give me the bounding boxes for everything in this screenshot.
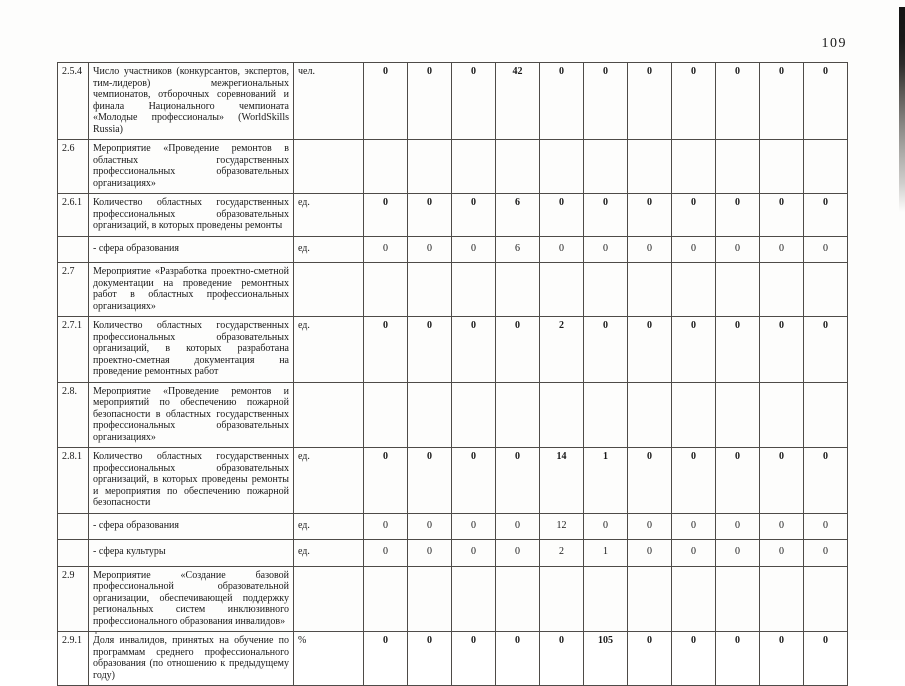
value-cell: 14 <box>540 448 584 514</box>
value-cell <box>672 140 716 194</box>
value-cell: 0 <box>364 513 408 540</box>
value-cell: 0 <box>408 540 452 567</box>
table-row <box>58 513 848 540</box>
unit-cell: ед. <box>294 194 364 237</box>
value-cell: 0 <box>408 632 452 686</box>
value-cell <box>672 382 716 448</box>
value-cell: 0 <box>364 317 408 383</box>
value-cell: 0 <box>452 513 496 540</box>
value-cell: 0 <box>672 236 716 263</box>
value-cell <box>672 263 716 317</box>
value-cell: 0 <box>628 632 672 686</box>
value-cell: 0 <box>760 632 804 686</box>
value-cell: 0 <box>804 63 848 140</box>
value-cell: 42 <box>496 63 540 140</box>
table-row <box>58 317 848 383</box>
value-cell: 0 <box>716 448 760 514</box>
value-cell: 0 <box>584 513 628 540</box>
value-cell <box>540 263 584 317</box>
unit-cell: ед. <box>294 236 364 263</box>
row-number-cell: 2.6.1 <box>58 194 89 237</box>
value-cell: 0 <box>452 63 496 140</box>
row-number-cell: 2.7 <box>58 263 89 317</box>
value-cell: 0 <box>408 236 452 263</box>
value-cell: 0 <box>364 448 408 514</box>
row-number-cell: 2.8.1 <box>58 448 89 514</box>
value-cell: 0 <box>364 63 408 140</box>
value-cell <box>496 566 540 632</box>
value-cell: 0 <box>408 448 452 514</box>
value-cell <box>496 263 540 317</box>
value-cell: 0 <box>716 194 760 237</box>
row-number-cell: 2.9.1 <box>58 632 89 686</box>
value-cell <box>628 382 672 448</box>
description-cell: Мероприятие «Проведение ремонтов и мероприятий по обеспечению пожарной безопасности в областных государственных профессиональных образовательных организациях» <box>89 382 294 448</box>
row-number-cell <box>58 236 89 263</box>
scan-artifact-bar <box>899 7 905 212</box>
value-cell: 0 <box>760 448 804 514</box>
row-number-cell: 2.5.4 <box>58 63 89 140</box>
table-row <box>58 140 848 194</box>
value-cell <box>408 566 452 632</box>
value-cell <box>540 140 584 194</box>
table-row <box>58 263 848 317</box>
value-cell: 0 <box>672 540 716 567</box>
value-cell <box>804 566 848 632</box>
value-cell: 0 <box>408 513 452 540</box>
value-cell <box>496 382 540 448</box>
value-cell: 0 <box>628 63 672 140</box>
value-cell: 0 <box>584 236 628 263</box>
value-cell <box>760 382 804 448</box>
description-cell: Число участников (конкурсантов, экспертов, тим-лидеров) межрегиональных чемпионатов, отборочных соревнований и финала Национального чемпионата «Молодые профессионалы» (WorldSkills Russia) <box>89 63 294 140</box>
table-row <box>58 382 848 448</box>
value-cell: 0 <box>760 540 804 567</box>
row-number-cell: 2.8. <box>58 382 89 448</box>
description-cell: Мероприятие «Проведение ремонтов в областных государственных профессиональных образовательных организациях» <box>89 140 294 194</box>
value-cell: 0 <box>804 448 848 514</box>
value-cell: 0 <box>408 194 452 237</box>
table-row <box>58 194 848 237</box>
value-cell: 0 <box>760 236 804 263</box>
value-cell: 0 <box>496 448 540 514</box>
value-cell <box>628 263 672 317</box>
value-cell <box>408 140 452 194</box>
unit-cell <box>294 382 364 448</box>
value-cell: 6 <box>496 194 540 237</box>
unit-cell: % <box>294 632 364 686</box>
value-cell <box>804 382 848 448</box>
value-cell <box>760 566 804 632</box>
value-cell: 0 <box>540 632 584 686</box>
value-cell <box>672 566 716 632</box>
value-cell: 0 <box>804 236 848 263</box>
value-cell: 0 <box>540 194 584 237</box>
row-number-cell <box>58 540 89 567</box>
description-cell: - сфера образования <box>89 513 294 540</box>
value-cell: 0 <box>760 63 804 140</box>
description-cell: Доля инвалидов, принятых на обучение по программам среднего профессионального образования (по отношению к предыдущему году) <box>89 632 294 686</box>
value-cell: 0 <box>496 317 540 383</box>
value-cell: 0 <box>672 317 716 383</box>
value-cell: 2 <box>540 317 584 383</box>
value-cell: 0 <box>760 317 804 383</box>
value-cell: 0 <box>628 194 672 237</box>
table-row <box>58 63 848 140</box>
value-cell: 0 <box>584 63 628 140</box>
table-row <box>58 632 848 686</box>
unit-cell: ед. <box>294 513 364 540</box>
table-row <box>58 236 848 263</box>
value-cell: 0 <box>716 632 760 686</box>
value-cell: 0 <box>628 513 672 540</box>
value-cell <box>804 263 848 317</box>
row-number-cell: 2.6 <box>58 140 89 194</box>
value-cell <box>496 140 540 194</box>
value-cell: 0 <box>584 194 628 237</box>
value-cell <box>364 382 408 448</box>
value-cell: 0 <box>452 236 496 263</box>
value-cell: 0 <box>452 194 496 237</box>
value-cell: 0 <box>364 540 408 567</box>
value-cell: 0 <box>496 513 540 540</box>
value-cell: 0 <box>408 63 452 140</box>
table-row <box>58 566 848 632</box>
description-cell: Количество областных государственных профессиональных образовательных организаций, в которых проведены ремонты и мероприятия по обеспечению пожарной безопасности <box>89 448 294 514</box>
value-cell <box>364 263 408 317</box>
description-cell: Мероприятие «Создание базовой профессиональной образовательной организации, обеспечивающей поддержку региональных систем инклюзивного профессионального образования инвалидов» <box>89 566 294 632</box>
value-cell <box>628 140 672 194</box>
description-cell: Количество областных государственных профессиональных образовательных организаций, в которых проведены ремонты <box>89 194 294 237</box>
value-cell: 0 <box>760 194 804 237</box>
description-cell: Мероприятие «Разработка проектно-сметной документации на проведение ремонтных работ в областных профессиональных организациях» <box>89 263 294 317</box>
value-cell: 0 <box>760 513 804 540</box>
value-cell: 0 <box>716 540 760 567</box>
value-cell <box>716 382 760 448</box>
value-cell: 0 <box>672 194 716 237</box>
value-cell: 0 <box>672 448 716 514</box>
row-number-cell: 2.7.1 <box>58 317 89 383</box>
value-cell: 0 <box>672 63 716 140</box>
value-cell: 0 <box>804 513 848 540</box>
page-number: 109 <box>821 36 847 51</box>
value-cell: 0 <box>452 448 496 514</box>
value-cell <box>408 263 452 317</box>
unit-cell <box>294 566 364 632</box>
value-cell <box>716 140 760 194</box>
value-cell: 0 <box>716 513 760 540</box>
value-cell: 0 <box>364 194 408 237</box>
value-cell: 1 <box>584 540 628 567</box>
value-cell <box>364 140 408 194</box>
value-cell: 0 <box>364 236 408 263</box>
description-cell: Количество областных государственных профессиональных образовательных организаций, в которых разработана проектно-сметная документация на проведение ремонтных работ <box>89 317 294 383</box>
indicators-table <box>57 62 848 686</box>
value-cell: 0 <box>452 540 496 567</box>
value-cell: 0 <box>408 317 452 383</box>
value-cell <box>628 566 672 632</box>
unit-cell <box>294 140 364 194</box>
unit-cell <box>294 263 364 317</box>
value-cell <box>364 566 408 632</box>
value-cell: 0 <box>628 236 672 263</box>
value-cell: 0 <box>628 540 672 567</box>
scan-stray-dot <box>95 632 97 634</box>
value-cell <box>452 382 496 448</box>
value-cell: 0 <box>452 317 496 383</box>
value-cell: 6 <box>496 236 540 263</box>
table-row <box>58 540 848 567</box>
value-cell: 0 <box>540 63 584 140</box>
value-cell: 0 <box>496 540 540 567</box>
unit-cell: ед. <box>294 540 364 567</box>
value-cell <box>760 263 804 317</box>
value-cell: 0 <box>496 632 540 686</box>
value-cell: 0 <box>672 513 716 540</box>
value-cell: 0 <box>716 236 760 263</box>
description-cell: - сфера образования <box>89 236 294 263</box>
value-cell: 0 <box>804 632 848 686</box>
table-row <box>58 448 848 514</box>
value-cell: 0 <box>452 632 496 686</box>
value-cell: 0 <box>716 317 760 383</box>
value-cell: 1 <box>584 448 628 514</box>
value-cell: 0 <box>364 632 408 686</box>
value-cell: 12 <box>540 513 584 540</box>
value-cell <box>716 566 760 632</box>
value-cell <box>452 263 496 317</box>
value-cell <box>540 566 584 632</box>
value-cell: 0 <box>628 448 672 514</box>
value-cell <box>716 263 760 317</box>
description-cell: - сфера культуры <box>89 540 294 567</box>
value-cell: 2 <box>540 540 584 567</box>
value-cell <box>584 140 628 194</box>
value-cell: 0 <box>716 63 760 140</box>
value-cell <box>540 382 584 448</box>
value-cell: 0 <box>584 317 628 383</box>
value-cell <box>760 140 804 194</box>
value-cell <box>408 382 452 448</box>
value-cell: 0 <box>804 317 848 383</box>
value-cell <box>584 263 628 317</box>
row-number-cell: 2.9 <box>58 566 89 632</box>
value-cell: 0 <box>628 317 672 383</box>
value-cell <box>452 566 496 632</box>
value-cell: 0 <box>540 236 584 263</box>
value-cell <box>452 140 496 194</box>
value-cell: 105 <box>584 632 628 686</box>
value-cell: 0 <box>672 632 716 686</box>
value-cell: 0 <box>804 194 848 237</box>
value-cell <box>584 566 628 632</box>
unit-cell: ед. <box>294 448 364 514</box>
value-cell <box>804 140 848 194</box>
value-cell: 0 <box>804 540 848 567</box>
row-number-cell <box>58 513 89 540</box>
unit-cell: чел. <box>294 63 364 140</box>
unit-cell: ед. <box>294 317 364 383</box>
value-cell <box>584 382 628 448</box>
